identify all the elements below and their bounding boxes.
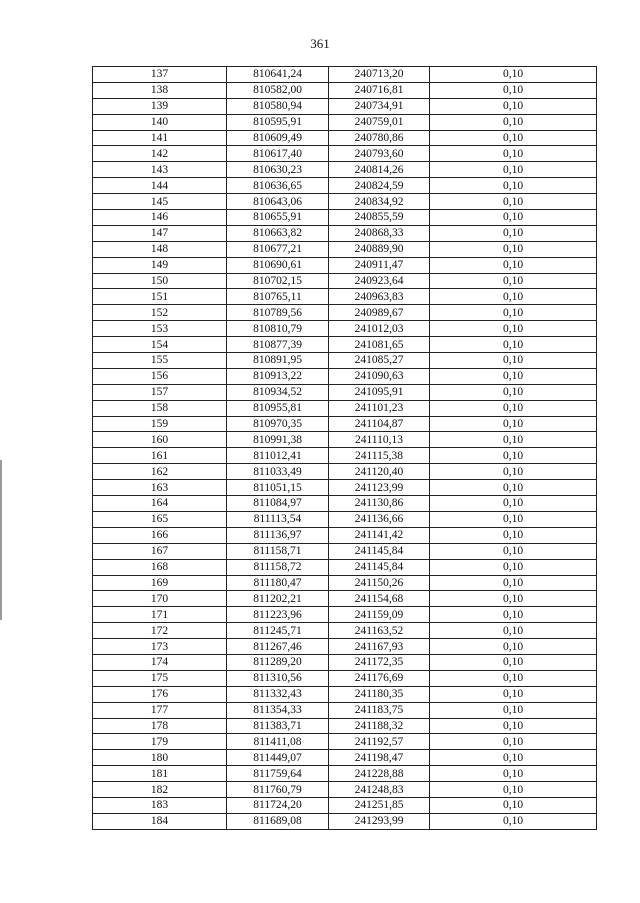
x-coordinate-cell: 810677,21 [227,241,329,257]
accuracy-cell: 0,10 [430,353,597,369]
x-coordinate-cell: 810609,49 [227,130,329,146]
y-coordinate-cell: 241180,35 [329,686,430,702]
x-coordinate-cell: 810617,40 [227,146,329,162]
point-number-cell: 168 [93,559,227,575]
accuracy-cell: 0,10 [430,511,597,527]
y-coordinate-cell: 241188,32 [329,718,430,734]
x-coordinate-cell: 810970,35 [227,416,329,432]
y-coordinate-cell: 241248,83 [329,782,430,798]
point-number-cell: 166 [93,527,227,543]
accuracy-cell: 0,10 [430,686,597,702]
x-coordinate-cell: 811051,15 [227,480,329,496]
y-coordinate-cell: 241081,65 [329,337,430,353]
accuracy-cell: 0,10 [430,670,597,686]
accuracy-cell: 0,10 [430,797,597,813]
table-row [93,353,597,369]
y-coordinate-cell: 240824,59 [329,178,430,194]
y-coordinate-cell: 240793,60 [329,146,430,162]
point-number-cell: 143 [93,162,227,178]
x-coordinate-cell: 811158,71 [227,543,329,559]
x-coordinate-cell: 811267,46 [227,639,329,655]
point-number-cell: 178 [93,718,227,734]
point-number-cell: 147 [93,225,227,241]
x-coordinate-cell: 811724,20 [227,797,329,813]
accuracy-cell: 0,10 [430,178,597,194]
y-coordinate-cell: 241183,75 [329,702,430,718]
y-coordinate-cell: 241145,84 [329,559,430,575]
point-number-cell: 142 [93,146,227,162]
y-coordinate-cell: 241115,38 [329,448,430,464]
accuracy-cell: 0,10 [430,210,597,226]
table-row [93,797,597,813]
y-coordinate-cell: 240889,90 [329,241,430,257]
x-coordinate-cell: 810789,56 [227,305,329,321]
y-coordinate-cell: 240759,01 [329,114,430,130]
accuracy-cell: 0,10 [430,337,597,353]
accuracy-cell: 0,10 [430,543,597,559]
table-row [93,591,597,607]
y-coordinate-cell: 241198,47 [329,750,430,766]
accuracy-cell: 0,10 [430,623,597,639]
x-coordinate-cell: 810891,95 [227,353,329,369]
accuracy-cell: 0,10 [430,496,597,512]
y-coordinate-cell: 241172,35 [329,654,430,670]
accuracy-cell: 0,10 [430,400,597,416]
point-number-cell: 164 [93,496,227,512]
accuracy-cell: 0,10 [430,305,597,321]
table-row [93,130,597,146]
x-coordinate-cell: 810636,65 [227,178,329,194]
point-number-cell: 161 [93,448,227,464]
y-coordinate-cell: 241085,27 [329,353,430,369]
y-coordinate-cell: 241095,91 [329,384,430,400]
x-coordinate-cell: 810580,94 [227,98,329,114]
table-row [93,607,597,623]
point-number-cell: 180 [93,750,227,766]
accuracy-cell: 0,10 [430,146,597,162]
table-row [93,782,597,798]
table-row [93,575,597,591]
accuracy-cell: 0,10 [430,575,597,591]
x-coordinate-cell: 810630,23 [227,162,329,178]
table-row [93,273,597,289]
table-row [93,543,597,559]
table-row [93,162,597,178]
accuracy-cell: 0,10 [430,734,597,750]
page-number: 361 [310,36,330,51]
accuracy-cell: 0,10 [430,273,597,289]
table-row [93,305,597,321]
accuracy-cell: 0,10 [430,766,597,782]
point-number-cell: 155 [93,353,227,369]
table-row [93,67,597,83]
point-number-cell: 141 [93,130,227,146]
y-coordinate-cell: 241101,23 [329,400,430,416]
point-number-cell: 160 [93,432,227,448]
y-coordinate-cell: 240855,59 [329,210,430,226]
accuracy-cell: 0,10 [430,639,597,655]
x-coordinate-cell: 811411,08 [227,734,329,750]
x-coordinate-cell: 811113,54 [227,511,329,527]
x-coordinate-cell: 811012,41 [227,448,329,464]
y-coordinate-cell: 241136,66 [329,511,430,527]
scan-edge-mark [0,460,2,620]
accuracy-cell: 0,10 [430,702,597,718]
x-coordinate-cell: 811449,07 [227,750,329,766]
accuracy-cell: 0,10 [430,527,597,543]
accuracy-cell: 0,10 [430,257,597,273]
accuracy-cell: 0,10 [430,464,597,480]
x-coordinate-cell: 811084,97 [227,496,329,512]
table-row [93,400,597,416]
accuracy-cell: 0,10 [430,718,597,734]
y-coordinate-cell: 241150,26 [329,575,430,591]
table-row [93,178,597,194]
table-row [93,321,597,337]
x-coordinate-cell: 810595,91 [227,114,329,130]
accuracy-cell: 0,10 [430,67,597,83]
table-row [93,368,597,384]
table-row [93,480,597,496]
table-row [93,225,597,241]
x-coordinate-cell: 811689,08 [227,813,329,829]
point-number-cell: 148 [93,241,227,257]
point-number-cell: 146 [93,210,227,226]
point-number-cell: 149 [93,257,227,273]
accuracy-cell: 0,10 [430,194,597,210]
x-coordinate-cell: 810810,79 [227,321,329,337]
table-row [93,702,597,718]
table-row [93,241,597,257]
point-number-cell: 145 [93,194,227,210]
x-coordinate-cell: 811202,21 [227,591,329,607]
point-number-cell: 165 [93,511,227,527]
table-row [93,527,597,543]
point-number-cell: 153 [93,321,227,337]
table-row [93,511,597,527]
point-number-cell: 177 [93,702,227,718]
accuracy-cell: 0,10 [430,114,597,130]
y-coordinate-cell: 240814,26 [329,162,430,178]
accuracy-cell: 0,10 [430,289,597,305]
x-coordinate-cell: 811136,97 [227,527,329,543]
table-row [93,686,597,702]
y-coordinate-cell: 240716,81 [329,82,430,98]
x-coordinate-cell: 810582,00 [227,82,329,98]
x-coordinate-cell: 810655,91 [227,210,329,226]
y-coordinate-cell: 241228,88 [329,766,430,782]
y-coordinate-cell: 240911,47 [329,257,430,273]
table-row [93,813,597,829]
point-number-cell: 159 [93,416,227,432]
point-number-cell: 154 [93,337,227,353]
coordinates-table [92,66,597,830]
y-coordinate-cell: 240923,64 [329,273,430,289]
y-coordinate-cell: 241120,40 [329,464,430,480]
x-coordinate-cell: 811223,96 [227,607,329,623]
accuracy-cell: 0,10 [430,813,597,829]
x-coordinate-cell: 811354,33 [227,702,329,718]
table-row [93,114,597,130]
point-number-cell: 172 [93,623,227,639]
x-coordinate-cell: 810913,22 [227,368,329,384]
x-coordinate-cell: 810702,15 [227,273,329,289]
y-coordinate-cell: 241192,57 [329,734,430,750]
x-coordinate-cell: 810877,39 [227,337,329,353]
x-coordinate-cell: 811289,20 [227,654,329,670]
table-row [93,448,597,464]
y-coordinate-cell: 241110,13 [329,432,430,448]
point-number-cell: 156 [93,368,227,384]
table-row [93,416,597,432]
y-coordinate-cell: 240868,33 [329,225,430,241]
y-coordinate-cell: 241145,84 [329,543,430,559]
x-coordinate-cell: 810690,61 [227,257,329,273]
y-coordinate-cell: 240989,67 [329,305,430,321]
table-row [93,337,597,353]
point-number-cell: 140 [93,114,227,130]
table-row [93,750,597,766]
x-coordinate-cell: 811245,71 [227,623,329,639]
coordinates-table-body [93,67,597,830]
y-coordinate-cell: 241163,52 [329,623,430,639]
table-row [93,639,597,655]
table-row [93,464,597,480]
table-row [93,210,597,226]
table-row [93,146,597,162]
y-coordinate-cell: 241130,86 [329,496,430,512]
point-number-cell: 184 [93,813,227,829]
accuracy-cell: 0,10 [430,416,597,432]
point-number-cell: 170 [93,591,227,607]
x-coordinate-cell: 811158,72 [227,559,329,575]
x-coordinate-cell: 810955,81 [227,400,329,416]
point-number-cell: 174 [93,654,227,670]
y-coordinate-cell: 240780,86 [329,130,430,146]
accuracy-cell: 0,10 [430,321,597,337]
y-coordinate-cell: 241176,69 [329,670,430,686]
table-row [93,734,597,750]
x-coordinate-cell: 811332,43 [227,686,329,702]
point-number-cell: 182 [93,782,227,798]
accuracy-cell: 0,10 [430,607,597,623]
point-number-cell: 181 [93,766,227,782]
table-row [93,496,597,512]
x-coordinate-cell: 810643,06 [227,194,329,210]
point-number-cell: 158 [93,400,227,416]
table-row [93,559,597,575]
accuracy-cell: 0,10 [430,432,597,448]
accuracy-cell: 0,10 [430,654,597,670]
table-row [93,766,597,782]
y-coordinate-cell: 241154,68 [329,591,430,607]
point-number-cell: 138 [93,82,227,98]
point-number-cell: 175 [93,670,227,686]
point-number-cell: 173 [93,639,227,655]
table-row [93,98,597,114]
accuracy-cell: 0,10 [430,225,597,241]
accuracy-cell: 0,10 [430,480,597,496]
accuracy-cell: 0,10 [430,241,597,257]
point-number-cell: 157 [93,384,227,400]
table-row [93,384,597,400]
point-number-cell: 137 [93,67,227,83]
y-coordinate-cell: 241159,09 [329,607,430,623]
y-coordinate-cell: 240963,83 [329,289,430,305]
y-coordinate-cell: 241090,63 [329,368,430,384]
point-number-cell: 150 [93,273,227,289]
point-number-cell: 144 [93,178,227,194]
y-coordinate-cell: 241251,85 [329,797,430,813]
y-coordinate-cell: 241293,99 [329,813,430,829]
y-coordinate-cell: 241104,87 [329,416,430,432]
accuracy-cell: 0,10 [430,750,597,766]
point-number-cell: 139 [93,98,227,114]
point-number-cell: 162 [93,464,227,480]
point-number-cell: 163 [93,480,227,496]
point-number-cell: 171 [93,607,227,623]
accuracy-cell: 0,10 [430,98,597,114]
y-coordinate-cell: 241141,42 [329,527,430,543]
x-coordinate-cell: 810765,11 [227,289,329,305]
x-coordinate-cell: 811760,79 [227,782,329,798]
accuracy-cell: 0,10 [430,162,597,178]
table-row [93,623,597,639]
y-coordinate-cell: 241123,99 [329,480,430,496]
point-number-cell: 183 [93,797,227,813]
table-row [93,670,597,686]
table-row [93,654,597,670]
table-row [93,194,597,210]
x-coordinate-cell: 810934,52 [227,384,329,400]
y-coordinate-cell: 241167,93 [329,639,430,655]
accuracy-cell: 0,10 [430,591,597,607]
accuracy-cell: 0,10 [430,82,597,98]
point-number-cell: 167 [93,543,227,559]
x-coordinate-cell: 811310,56 [227,670,329,686]
x-coordinate-cell: 811033,49 [227,464,329,480]
y-coordinate-cell: 240734,91 [329,98,430,114]
x-coordinate-cell: 810991,38 [227,432,329,448]
x-coordinate-cell: 810663,82 [227,225,329,241]
accuracy-cell: 0,10 [430,559,597,575]
x-coordinate-cell: 811383,71 [227,718,329,734]
accuracy-cell: 0,10 [430,448,597,464]
accuracy-cell: 0,10 [430,130,597,146]
y-coordinate-cell: 240834,92 [329,194,430,210]
accuracy-cell: 0,10 [430,384,597,400]
x-coordinate-cell: 811180,47 [227,575,329,591]
point-number-cell: 151 [93,289,227,305]
point-number-cell: 179 [93,734,227,750]
x-coordinate-cell: 810641,24 [227,67,329,83]
table-row [93,257,597,273]
table-row [93,82,597,98]
y-coordinate-cell: 240713,20 [329,67,430,83]
point-number-cell: 176 [93,686,227,702]
y-coordinate-cell: 241012,03 [329,321,430,337]
x-coordinate-cell: 811759,64 [227,766,329,782]
accuracy-cell: 0,10 [430,368,597,384]
accuracy-cell: 0,10 [430,782,597,798]
table-row [93,432,597,448]
point-number-cell: 152 [93,305,227,321]
point-number-cell: 169 [93,575,227,591]
table-row [93,289,597,305]
table-row [93,718,597,734]
